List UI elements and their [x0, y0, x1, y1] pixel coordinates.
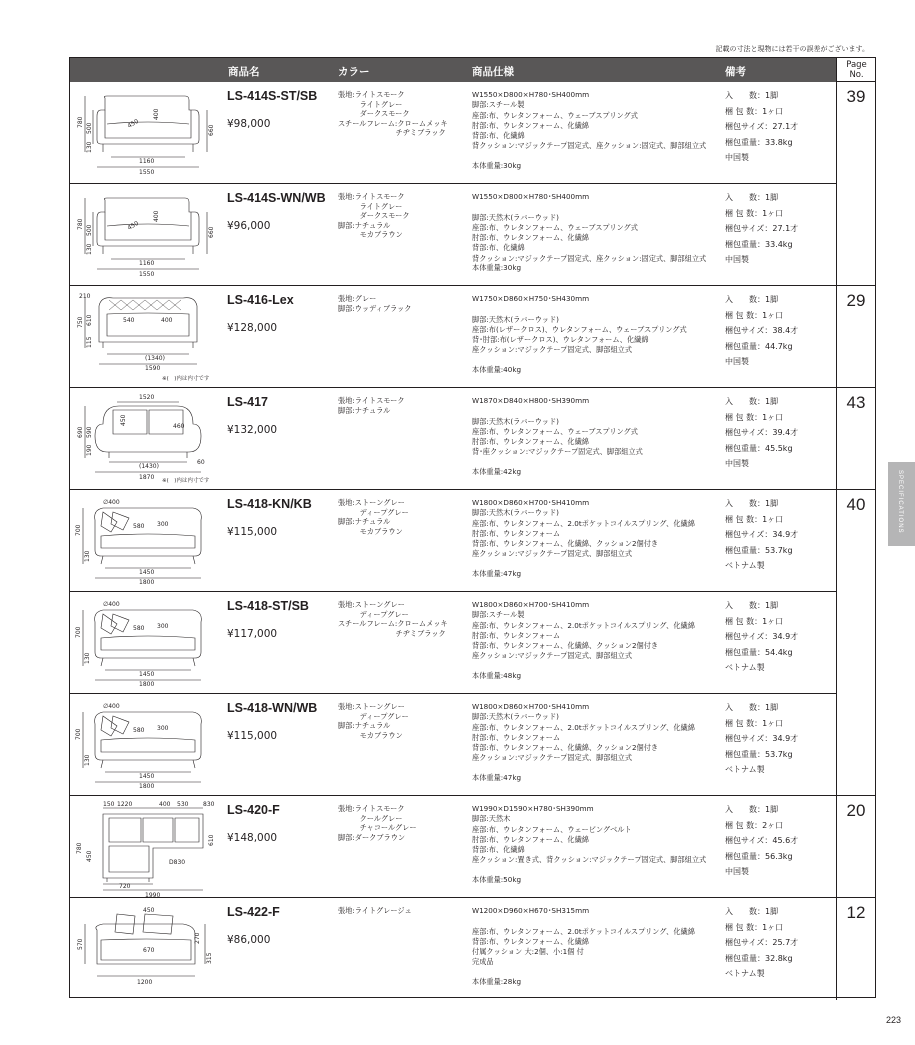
section-tab: [888, 462, 915, 546]
page-ref: 43: [846, 393, 866, 412]
dim-h4: 660: [208, 124, 215, 136]
sofa-drawing: [73, 700, 223, 790]
dim-d2: 270: [194, 932, 201, 944]
product-row: [70, 796, 836, 898]
dim-w1: 720: [119, 883, 131, 890]
dim-d1: 670: [143, 947, 155, 954]
dim-h2: 450: [86, 850, 93, 862]
dim-d0: ∅400: [103, 703, 120, 710]
dim-d1: 540: [123, 317, 135, 324]
page-ref: 29: [846, 291, 866, 310]
product-row: [70, 694, 836, 796]
dim-d2: 300: [157, 623, 169, 630]
sofa-drawing: [73, 190, 223, 280]
product-row: [70, 592, 836, 694]
product-color: 張地:ライトスモーク ライトグレー ダークスモーク 脚部:ナチュラル モカブラウン: [338, 192, 410, 240]
product-spec: W1800×D860×H700･SH410mm 脚部:天然木(ラバーウッド) 座部:布、ウレタンフォーム、2.0tポケットコイルスプリング、化繊綿 肘部:布、ウレタンフォーム 背部:布、ウレタンフォーム、化繊綿、クッション2個付き 座クッション:マジックテープ固定式、脚部組立式: [472, 702, 695, 763]
product-row: [70, 898, 836, 1000]
dim-t2: 1220: [117, 801, 133, 808]
section-tab-label: SPECIFICATIONS: [897, 470, 903, 534]
dim-h3: 315: [206, 952, 213, 964]
product-remarks: 入 数：1脚 梱 包 数：1ヶ口 梱包サイズ：34.9才 梱包重量：53.7kg ベトナム製: [725, 703, 799, 775]
table-header: [70, 58, 836, 82]
product-row: [70, 490, 836, 592]
dim-h3: 130: [84, 754, 91, 766]
dim-h3: 190: [86, 444, 93, 456]
col-color: カラー: [338, 66, 370, 78]
product-remarks: 入 数：1脚 梱 包 数：1ヶ口 梱包サイズ：27.1才 梱包重量：33.8kg 中国製: [725, 91, 799, 163]
dim-h3: 130: [84, 652, 91, 664]
dim-d1: 400: [153, 108, 160, 120]
dim-d1: 580: [133, 625, 145, 632]
product-price: ¥132,000: [227, 424, 278, 436]
dim-h1: 780: [76, 842, 83, 854]
dim-w1: 1160: [139, 260, 155, 267]
product-price: ¥86,000: [227, 934, 271, 946]
sofa-outline: [99, 298, 197, 342]
page-ref: 39: [846, 87, 866, 106]
product-price: ¥115,000: [227, 730, 278, 742]
drawing-footnote: ※( )内は内寸です: [162, 478, 210, 484]
dim-t5: 830: [203, 801, 215, 808]
product-row: [70, 184, 836, 286]
product-remarks: 入 数：1脚 梱 包 数：1ヶ口 梱包サイズ：34.9才 梱包重量：53.7kg ベトナム製: [725, 499, 799, 571]
sofa-outline: [97, 96, 199, 144]
product-color: 張地:ストーングレー ディープグレー スチールフレーム:クロームメッキ チヂミブラック: [338, 600, 448, 638]
product-weight: 本体重量:50kg: [472, 875, 522, 884]
page-ref: 12: [846, 903, 866, 922]
product-name: LS-418-ST/SB: [227, 599, 309, 613]
dim-d0: ∅400: [103, 601, 120, 608]
product-price: ¥117,000: [227, 628, 278, 640]
product-name: LS-418-KN/KB: [227, 497, 312, 511]
spec-table: [69, 57, 876, 998]
product-name: LS-418-WN/WB: [227, 701, 318, 715]
page-ref-cell: [836, 796, 876, 898]
dim-d2: 450: [126, 219, 140, 232]
dim-d1: 400: [153, 210, 160, 222]
col-remarks: 備考: [725, 66, 746, 78]
sofa-leg: [193, 658, 195, 666]
dim-h2: 500: [86, 122, 93, 134]
product-spec: W1550×D800×H780･SH400mm 脚部:天然木(ラバーウッド) 座部:布、ウレタンフォーム、ウェーブスプリング式 肘部:布、ウレタンフォーム、化繊綿 背部:布、化繊綿 背クッション:マジックテープ固定式、座クッション:固定式、脚部組立式: [472, 192, 707, 263]
dim-w1: 1450: [139, 773, 155, 780]
product-spec: W1800×D860×H700･SH410mm 脚部:天然木(ラバーウッド) 座部:布、ウレタンフォーム、2.0tポケットコイルスプリング、化繊綿 肘部:布、ウレタンフォーム 背部:布、ウレタンフォーム、化繊綿、クッション2個付き 座クッション:マジックテープ固定式、脚部組立式: [472, 498, 695, 559]
product-spec: W1870×D840×H800･SH390mm 脚部:天然木(ラバーウッド) 座部:布、ウレタンフォーム、ウェーブスプリング式 肘部:布、ウレタンフォーム、化繊綿 背･座クッション:マジックテープ固定式、脚部組立式: [472, 396, 643, 457]
sofa-leg: [101, 556, 103, 564]
product-spec: W1750×D860×H750･SH430mm 脚部:天然木(ラバーウッド) 座部:布(レザークロス)、ウレタンフォーム、ウェーブスプリング式 背･肘部:布(レザークロス)、ウレタンフォーム、化繊綿 座クッション:マジックテープ固定式、脚部組立式: [472, 294, 687, 355]
col-page: [836, 58, 876, 82]
sofa-drawing: [73, 88, 223, 178]
product-remarks: 入 数：1脚 梱 包 数：2ヶ口 梱包サイズ：45.6才 梱包重量：56.3kg 中国製: [725, 805, 799, 877]
page-number: 223: [885, 1015, 901, 1025]
product-price: ¥115,000: [227, 526, 278, 538]
sofa-outline: [96, 924, 195, 964]
sofa-seat: [105, 110, 191, 138]
dim-h1: 780: [77, 218, 84, 230]
dim-d1: D830: [169, 859, 186, 866]
page-ref-cell: [836, 286, 876, 388]
col-name: 商品名: [228, 66, 260, 78]
dim-w1: (1340): [145, 355, 165, 362]
product-remarks: 入 数：1脚 梱 包 数：1ヶ口 梱包サイズ：34.9才 梱包重量：54.4kg ベトナム製: [725, 601, 799, 673]
col-page-label: Page No.: [846, 60, 867, 80]
col-spec: 商品仕様: [472, 66, 514, 78]
page-ref-cell: [836, 388, 876, 490]
product-price: ¥96,000: [227, 220, 271, 232]
drawing-footnote: ※( )内は内寸です: [162, 376, 210, 382]
product-remarks: 入 数：1脚 梱 包 数：1ヶ口 梱包サイズ：38.4才 梱包重量：44.7kg 中国製: [725, 295, 799, 367]
sofa-drawing: [73, 292, 223, 382]
dim-w1: 1160: [139, 158, 155, 165]
dim-h3: 130: [86, 243, 93, 255]
dim-t3: 400: [159, 801, 171, 808]
dim-h1: 700: [75, 626, 82, 638]
dim-h4: 210: [79, 293, 91, 300]
page-ref-cell: [836, 490, 876, 796]
product-price: ¥128,000: [227, 322, 278, 334]
product-color: 張地:ストーングレー ディープグレー 脚部:ナチュラル モカブラウン: [338, 498, 409, 536]
sofa-pillow: [101, 614, 129, 634]
page-ref-cell: [836, 82, 876, 286]
dim-h1: 750: [77, 316, 84, 328]
product-name: LS-420-F: [227, 803, 280, 817]
sofa-leg: [193, 556, 195, 564]
sofa-seat: [101, 636, 195, 650]
product-spec: W1550×D800×H780･SH400mm 脚部:スチール製 座部:布、ウレタンフォーム、ウェーブスプリング式 肘部:布、ウレタンフォーム、化繊綿 背部:布、化繊綿 背クッション:マジックテープ固定式、座クッション:固定式、脚部組立式: [472, 90, 707, 151]
product-color: 張地:ストーングレー ディープグレー 脚部:ナチュラル モカブラウン: [338, 702, 409, 740]
dim-h1: 700: [75, 524, 82, 536]
product-name: LS-416-Lex: [227, 293, 294, 307]
dim-t4: 530: [177, 801, 189, 808]
dim-d1: 580: [133, 523, 145, 530]
sofa-drawing: [73, 598, 223, 688]
dim-w2: 1870: [139, 474, 155, 481]
dim-d2: 460: [173, 423, 185, 430]
dim-d1: 450: [120, 414, 127, 426]
dim-h2: 590: [86, 426, 93, 438]
sofa-drawing: [73, 496, 223, 586]
product-name: LS-414S-ST/SB: [227, 89, 318, 103]
product-weight: 本体重量:40kg: [472, 365, 522, 374]
sofa-seat: [105, 212, 191, 240]
sofa-seat: [107, 313, 189, 336]
product-name: LS-414S-WN/WB: [227, 191, 326, 205]
dim-h3: 130: [86, 141, 93, 153]
dim-h1: 700: [75, 728, 82, 740]
dim-h2: 500: [86, 224, 93, 236]
dim-w2: 1800: [139, 579, 155, 586]
sofa-drawing: [73, 801, 223, 899]
sofa-seat: [101, 534, 195, 548]
product-spec: W1800×D860×H700･SH410mm 脚部:スチール製 座部:布、ウレタンフォーム、2.0tポケットコイルスプリング、化繊綿 肘部:布、ウレタンフォーム 背部:布、ウレタンフォーム、化繊綿、クッション2個付き 座クッション:マジックテープ固定式、脚部組立式: [472, 600, 695, 661]
dim-h4: 660: [208, 226, 215, 238]
dim-w1: (1430): [139, 463, 159, 470]
sofa-outline: [95, 406, 201, 452]
page-ref: 20: [846, 801, 866, 820]
page-ref-cell: [836, 898, 876, 1000]
product-weight: 本体重量:30kg: [472, 263, 522, 272]
dim-h1: 780: [77, 116, 84, 128]
header-note: 記載の寸法と現物には若干の誤差がございます。: [715, 45, 869, 53]
dim-d2: 400: [161, 317, 173, 324]
dim-d0: ∅400: [103, 499, 120, 506]
product-weight: 本体重量:48kg: [472, 671, 522, 680]
product-price: ¥148,000: [227, 832, 278, 844]
dim-w1: 1450: [139, 569, 155, 576]
dim-h3: 115: [86, 336, 93, 348]
sofa-leg: [101, 658, 103, 666]
dim-d1: 580: [133, 727, 145, 734]
dim-h1: 570: [77, 938, 84, 950]
product-color: 張地:ライトスモーク 脚部:ナチュラル: [338, 396, 405, 415]
dim-h4: 60: [197, 459, 205, 466]
dim-w2: 1800: [139, 681, 155, 688]
dim-h3: 130: [84, 550, 91, 562]
dim-d2: 300: [157, 521, 169, 528]
product-remarks: 入 数：1脚 梱 包 数：1ヶ口 梱包サイズ：25.7才 梱包重量：32.8kg ベトナム製: [725, 907, 799, 979]
sofa-leg: [193, 760, 195, 768]
product-color: 張地:ライトスモーク ライトグレー ダークスモーク スチールフレーム:クロームメッキ チヂミブラック: [338, 90, 448, 138]
dim-w0: 1520: [139, 394, 155, 401]
product-row: [70, 286, 836, 388]
product-weight: 本体重量:28kg: [472, 977, 522, 986]
sofa-cushion: [109, 818, 199, 872]
dim-w2: 1990: [145, 892, 161, 899]
dim-w2: 1200: [137, 979, 153, 986]
dim-h1: 690: [77, 426, 84, 438]
product-remarks: 入 数：1脚 梱 包 数：1ヶ口 梱包サイズ：39.4才 梱包重量：45.5kg 中国製: [725, 397, 799, 469]
dim-w2: 1550: [139, 169, 155, 176]
dim-h2: 610: [86, 314, 93, 326]
dim-d2: 450: [126, 117, 140, 130]
dim-w1: 1450: [139, 671, 155, 678]
product-weight: 本体重量:30kg: [472, 161, 522, 170]
dim-w2: 1550: [139, 271, 155, 278]
sofa-tufting: [109, 300, 181, 310]
sofa-pillow: [101, 512, 129, 532]
sofa-outline: [97, 198, 199, 246]
product-spec: W1200×D960×H670･SH315mm 座部:布、ウレタンフォーム、2.0tポケットコイルスプリング、化繊綿 背部:布、ウレタンフォーム、化繊綿 付属クッション 大:2個、小:1個 付 完成品: [472, 906, 695, 967]
product-spec: W1990×D1590×H780･SH390mm 脚部:天然木 座部:布、ウレタンフォーム、ウェービングベルト 肘部:布、ウレタンフォーム、化繊綿 背部:布、化繊綿 座クッション:置き式、背クッション:マジックテープ固定式、脚部組立式: [472, 804, 707, 865]
product-name: LS-417: [227, 395, 268, 409]
product-color: 張地:ライトスモーク クールグレー チャコールグレー 脚部:ダークブラウン: [338, 804, 417, 842]
product-weight: 本体重量:42kg: [472, 467, 522, 476]
dim-w2: 1800: [139, 783, 155, 790]
dim-t1: 150: [103, 801, 115, 808]
dim-w2: 1590: [145, 365, 161, 372]
sofa-seat: [101, 738, 195, 752]
product-color: 張地:グレー 脚部:ウッディブラック: [338, 294, 412, 313]
product-color: 張地:ライトグレージュ: [338, 906, 412, 915]
page-ref: 40: [846, 495, 866, 514]
product-row: [70, 82, 836, 184]
dim-d0: 450: [143, 907, 155, 914]
dim-d2: 300: [157, 725, 169, 732]
product-weight: 本体重量:47kg: [472, 569, 522, 578]
sofa-leg: [101, 760, 103, 768]
product-name: LS-422-F: [227, 905, 280, 919]
dim-h3: 610: [208, 834, 215, 846]
sofa-drawing: [73, 904, 223, 994]
product-price: ¥98,000: [227, 118, 271, 130]
sofa-drawing: [73, 394, 223, 484]
product-weight: 本体重量:47kg: [472, 773, 522, 782]
sofa-pillow: [101, 716, 129, 736]
product-remarks: 入 数：1脚 梱 包 数：1ヶ口 梱包サイズ：27.1才 梱包重量：33.4kg 中国製: [725, 193, 799, 265]
product-row: [70, 388, 836, 490]
